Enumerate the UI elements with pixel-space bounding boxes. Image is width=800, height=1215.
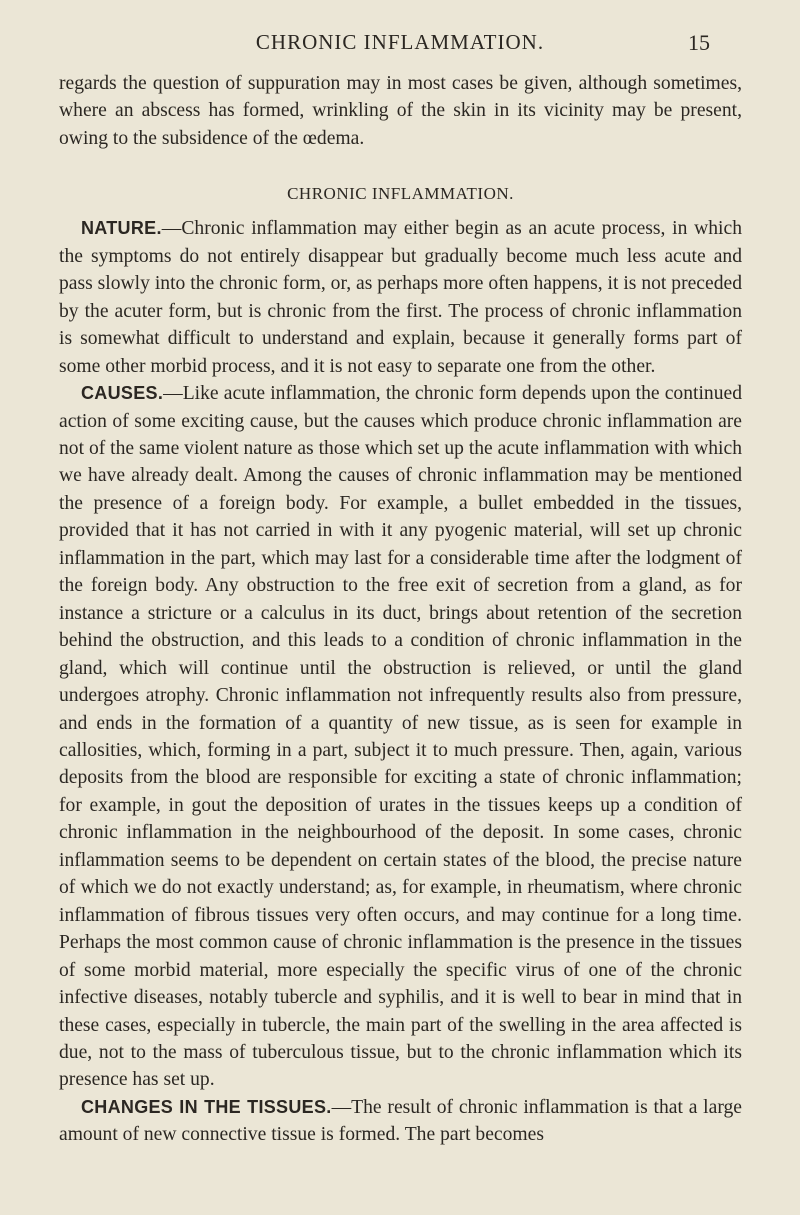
body-text [59, 70, 742, 1149]
runin-heading-changes: CHANGES IN THE TISSUES. [81, 1096, 332, 1117]
paragraph-nature [59, 215, 742, 380]
paragraph-text: —Chronic inflammation may either begin as an acute process, in which the symptoms do not entirely disappear but gradually become much less acute and pass slowly into the chronic form, or, as perhaps more often happens, it is not preceded by the acuter form, but is chronic from the first. The process of chronic inflammation is somewhat difficult to understand and explain, because it generally forms part of some other morbid process, and it is not easy to separate one from the other. [59, 218, 742, 377]
paragraph-causes [59, 380, 742, 1094]
section-heading: CHRONIC INFLAMMATION. [287, 184, 514, 204]
runin-heading-nature: NATURE. [81, 218, 162, 239]
running-head [60, 30, 740, 58]
page-number: 15 [688, 30, 710, 55]
paragraph-changes [59, 1094, 742, 1149]
intro-paragraph: regards the question of suppuration may in most cases be given, although sometimes, where an abscess has formed, wrinkling of the skin in its vicinity may be present, owing to the subsidence of the œdema. [59, 73, 742, 149]
running-title: CHRONIC INFLAMMATION. [255, 30, 545, 54]
paragraph-text: —The result of chronic inflammation is that a large amount of new connective tissue is formed. The part becomes [59, 1096, 742, 1146]
runin-heading-causes: CAUSES. [81, 383, 164, 404]
paragraph-text: —Like acute inflammation, the chronic form depends upon the continued action of some exciting cause, but the causes which produce chronic inflammation are not of the same violent nature as those which set up the acute inflammation with which we have already dealt. Among the causes of chronic inflammation may be mentioned the presence of a foreign body. For example, a bullet embedded in the tissues, provided that it has not carried in with it any pyogenic material, will set up chronic inflammation in the part, which may last for a considerable time after the lodgment of the foreign body. Any obstruction to the free exit of secretion from a gland, as for instance a stricture or a calculus in its duct, brings about retention of the secretion behind the obstruction, and this leads to a condition of chronic inflammation in the gland, which will continue until the obstruction is relieved, or until the gland undergoes atrophy. Chronic inflammation not infrequently results also from pressure, and ends in the formation of a quantity of new tissue, as is seen for example in callosities, which, forming in a part, subject it to much pressure. Then, again, various deposits from the blood are responsible for exciting a state of chronic inflammation; for example, in gout the deposition of urates in the tissues keeps up a condition of chronic inflammation in the neighbourhood of the deposit. In some cases, chronic inflammation seems to be dependent on certain states of the blood, the precise nature of which we do not exactly understand; as, for example, in rheumatism, where chronic inflammation of fibrous tissues very often occurs, and may continue for a long time. Perhaps the most common cause of chronic inflammation is the presence in the tissues of some morbid material, more especially the specific virus of one of the chronic infective diseases, notably tubercle and syphilis, and it is well to bear in mind that in these cases, especially in tubercle, the main part of the swelling in the area affected is due, not to the mass of tuberculous tissue, but to the chronic inflammation which its presence has set up. [59, 383, 742, 1091]
